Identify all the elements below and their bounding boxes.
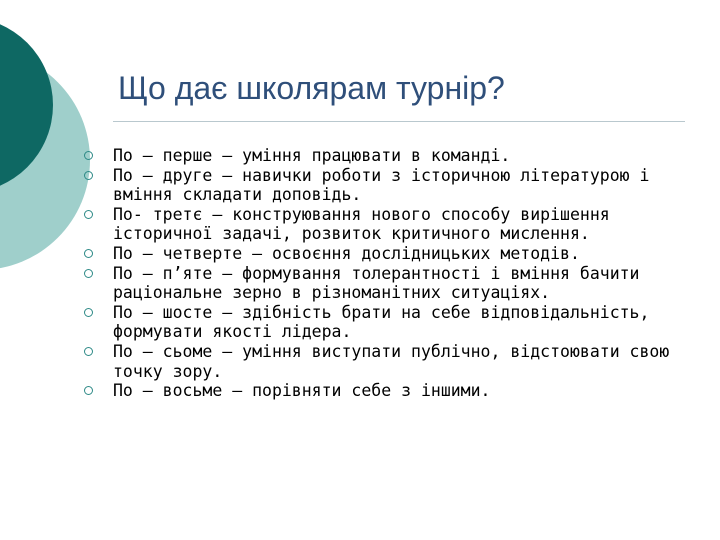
bullet-item [84, 303, 704, 342]
ring-bullet-icon [84, 249, 93, 258]
decorative-circles [0, 0, 90, 290]
ring-bullet-icon [84, 151, 93, 160]
bullet-text: По – восьме – порівняти себе з іншими. [113, 381, 491, 401]
bullet-item [84, 166, 704, 205]
bullet-list [84, 146, 704, 401]
bullet-text: По – перше – уміння працювати в команді. [113, 146, 511, 165]
ring-bullet-icon [84, 386, 93, 395]
ring-bullet-icon [84, 347, 93, 356]
bullet-text: По – четверте – освоєння дослідницьких методів. [113, 243, 580, 263]
ring-bullet-icon [84, 269, 93, 278]
ring-bullet-icon [84, 308, 93, 317]
bullet-text: По – п’яте – формування толерантності і вміння бачити раціональне зерно в різноманітних ситуаціях. [113, 263, 640, 303]
bullet-item [84, 381, 704, 401]
bullet-text: По – сьоме – уміння виступати публічно, відстоювати свою точку зору. [113, 341, 670, 381]
bullet-text: По – шосте – здібність брати на себе відповідальність, формувати якості лідера. [113, 302, 650, 342]
bullet-text: По- третє – конструювання нового способу вирішення історичної задачі, розвиток критичного мислення. [113, 204, 610, 244]
bullet-item [84, 205, 704, 244]
bullet-item [84, 146, 704, 166]
title-divider [113, 121, 685, 122]
bullet-text: По – друге – навички роботи з історичною літературою і вміння складати доповідь. [113, 165, 650, 205]
ring-bullet-icon [84, 210, 93, 219]
bullet-item [84, 264, 704, 303]
ring-bullet-icon [84, 171, 93, 180]
slide-title: Що дає школярам турнір? [118, 70, 505, 106]
bullet-item [84, 342, 704, 381]
bullet-item [84, 244, 704, 264]
